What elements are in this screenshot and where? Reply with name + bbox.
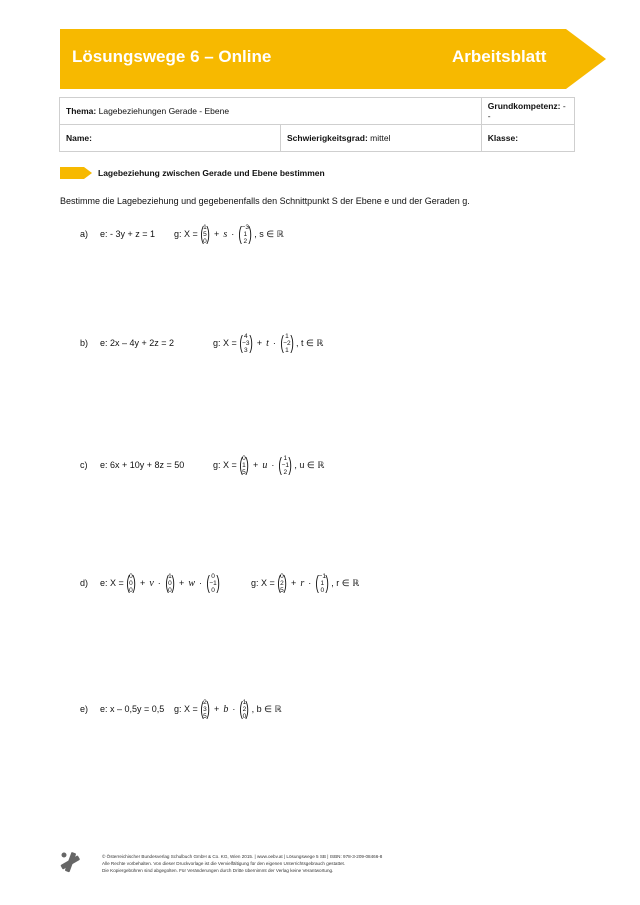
schwierigkeit-label: Schwierigkeitsgrad:: [287, 133, 368, 143]
line-equation: g: X = ( 2 3 5 ) + b · ( 1 2 0 ) , b ∈ ℝ: [174, 698, 282, 720]
thema-label: Thema:: [66, 106, 97, 116]
klasse-label: Klasse:: [487, 133, 519, 143]
footer-copyright: © Österreichischer Bundesverlag Schulbuch GmbH & Co. KG, Wien 2015. | www.oebv.at | Lösungswege 5 SB | ISBN: 978-3-209-08466-8 Alle Rechte vorbehalten. Von dieser Druckvorlage ist die Vervielfältigung für den eigenen Unterrichtsgebrauch gestattet. Die Kopiergebühren sind abgegolten. Für Veränderungen durch Dritte übernimmt der Verlag keine Verantwortung.: [102, 854, 383, 873]
position-vector: ( 0 2 5 ): [277, 572, 287, 594]
plane-direction-vector-2: ( 0 −1 0 ): [206, 572, 220, 594]
line-equation: g: X = ( 0 1 5 ) + u · ( 1 −1 2 ) , u ∈ ℝ: [213, 454, 325, 476]
line-equation: g: X = ( 4 −3 3 ) + t · ( 1 −2 1 ) , t ∈ ℝ: [213, 332, 324, 354]
plane-equation: e: 6x + 10y + 8z = 50: [100, 460, 185, 470]
position-vector: ( 1 5 0 ): [200, 223, 210, 245]
plane-direction-vector-1: ( 1 0 0 ): [165, 572, 175, 594]
task-label: d): [80, 578, 89, 588]
plane-equation: e: 2x – 4y + 2z = 2: [100, 338, 175, 348]
schwierigkeit-value: mittel: [370, 133, 391, 143]
grundkompetenz-value: --: [487, 101, 566, 121]
direction-vector: ( 1 −1 2 ): [278, 454, 292, 476]
section-title: Lagebeziehung zwischen Gerade und Ebene bestimmen: [98, 168, 325, 178]
line-equation: g: X = ( 1 5 0 ) + s · ( −3 1 2 ) , s ∈ ℝ: [174, 223, 284, 245]
page-title: Lösungswege 6 – Online: [72, 47, 272, 66]
direction-vector: ( −1 1 0 ): [315, 572, 329, 594]
grundkompetenz-label: Grundkompetenz:: [487, 101, 561, 111]
plane-equation: e: x – 0,5y = 0,5: [100, 704, 165, 714]
name-label: Name:: [66, 133, 92, 143]
plane-parametric-equation: e: X = ( 0 0 0 ) + v · ( 1 0 0 ) + w · ( 0 −1 0 ): [100, 572, 220, 594]
direction-vector: ( 1 −2 1 ): [280, 332, 294, 354]
position-vector: ( 0 1 5 ): [239, 454, 249, 476]
position-vector: ( 2 3 5 ): [200, 698, 210, 720]
header-banner-arrow: [566, 29, 606, 89]
section-arrow-icon: [60, 167, 84, 179]
direction-vector: ( −3 1 2 ): [238, 223, 252, 245]
task-label: c): [80, 460, 88, 470]
line-equation: g: X = ( 0 2 5 ) + r · ( −1 1 0 ) , r ∈ ℝ: [251, 572, 360, 594]
task-label: a): [80, 229, 89, 239]
task-label: b): [80, 338, 89, 348]
plane-equation: e: - 3y + z = 1: [100, 229, 156, 239]
publisher-logo-icon: [59, 851, 81, 873]
thema-value: Lagebeziehungen Gerade - Ebene: [98, 106, 230, 116]
worksheet-type: Arbeitsblatt: [452, 47, 547, 66]
instructions: Bestimme die Lagebeziehung und gegebenenfalls den Schnittpunkt S der Ebene e und der Geraden g.: [60, 196, 470, 206]
position-vector: ( 4 −3 3 ): [239, 332, 253, 354]
info-table: [59, 97, 575, 152]
plane-position-vector: ( 0 0 0 ): [126, 572, 136, 594]
direction-vector: ( 1 2 0 ): [239, 698, 250, 720]
task-label: e): [80, 704, 89, 714]
